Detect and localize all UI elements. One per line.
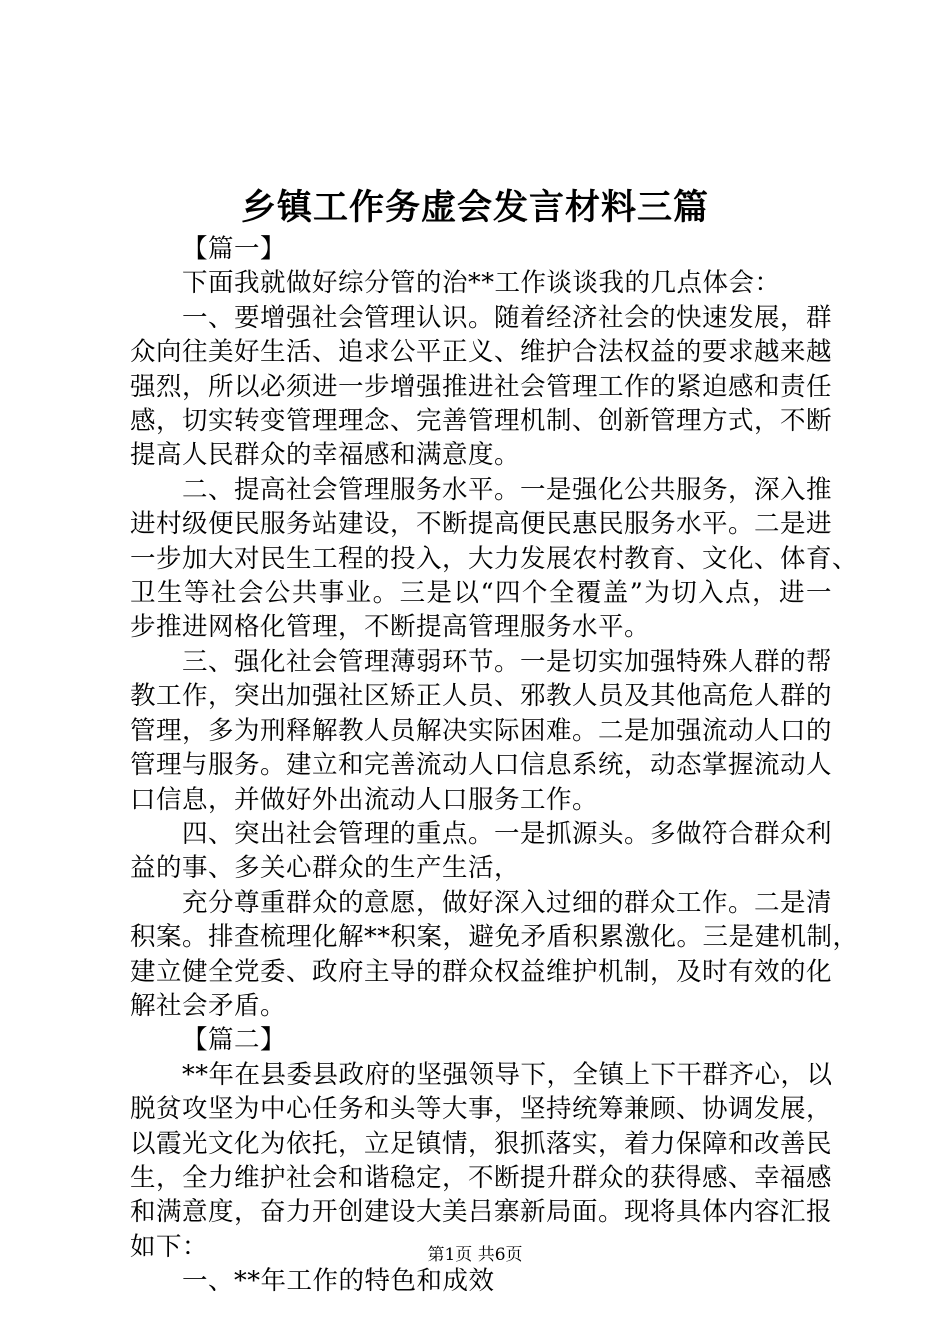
- text-line: 以霞光文化为依托，立足镇情，狠抓落实，着力保障和改善民: [130, 1128, 833, 1159]
- text-line: 充分尊重群众的意愿，做好深入过细的群众工作。二是清: [182, 887, 833, 918]
- text-line: 管理与服务。建立和完善流动人口信息系统，动态掌握流动人: [130, 750, 833, 781]
- text-line: 积案。排查梳理化解**积案，避免矛盾积累激化。三是建机制，: [130, 922, 859, 953]
- text-line: 一、**年工作的特色和成效: [182, 1266, 495, 1297]
- text-line: 【篇一】: [182, 234, 287, 264]
- text-line: 益的事、多关心群众的生产生活，: [130, 853, 521, 884]
- text-line: **年在县委县政府的坚强领导下，全镇上下干群齐心，以: [182, 1059, 833, 1090]
- text-line: 众向往美好生活、追求公平正义、维护合法权益的要求越来越: [130, 337, 833, 368]
- document-title: 乡镇工作务虚会发言材料三篇: [240, 187, 709, 228]
- text-line: 卫生等社会公共事业。三是以“四个全覆盖”为切入点，进一: [130, 578, 832, 609]
- text-line: 和满意度，奋力开创建设大美吕寨新局面。现将具体内容汇报: [130, 1197, 833, 1228]
- text-line: 脱贫攻坚为中心任务和头等大事，坚持统筹兼顾、协调发展，: [130, 1094, 833, 1125]
- text-line: 一步加大对民生工程的投入，大力发展农村教育、文化、体育、: [130, 543, 859, 574]
- text-line: 解社会矛盾。: [130, 990, 287, 1021]
- text-line: 三、强化社会管理薄弱环节。一是切实加强特殊人群的帮: [182, 646, 833, 677]
- page-footer: 第1页 共6页: [427, 1245, 523, 1265]
- text-line: 提高人民群众的幸福感和满意度。: [130, 440, 521, 471]
- text-line: 管理，多为刑释解教人员解决实际困难。二是加强流动人口的: [130, 715, 833, 746]
- text-line: 一、要增强社会管理认识。随着经济社会的快速发展，群: [182, 302, 833, 333]
- text-line: 二、提高社会管理服务水平。一是强化公共服务，深入推: [182, 474, 833, 505]
- text-line: 口信息，并做好外出流动人口服务工作。: [130, 784, 599, 815]
- text-line: 下面我就做好综分管的治**工作谈谈我的几点体会：: [182, 268, 781, 299]
- text-line: 步推进网格化管理，不断提高管理服务水平。: [130, 612, 651, 643]
- text-line: 感，切实转变管理理念、完善管理机制、创新管理方式，不断: [130, 406, 833, 437]
- text-line: 教工作，突出加强社区矫正人员、邪教人员及其他高危人群的: [130, 681, 833, 712]
- text-line: 进村级便民服务站建设，不断提高便民惠民服务水平。二是进: [130, 509, 833, 540]
- document-body: [130, 232, 859, 1299]
- text-line: 四、突出社会管理的重点。一是抓源头。多做符合群众利: [182, 818, 833, 849]
- text-line: 【篇二】: [182, 1025, 287, 1056]
- text-line: 生，全力维护社会和谐稳定，不断提升群众的获得感、幸福感: [130, 1162, 833, 1193]
- text-line: 如下：: [130, 1231, 209, 1262]
- text-line: 强烈，所以必须进一步增强推进社会管理工作的紧迫感和责任: [130, 371, 833, 402]
- text-line: 建立健全党委、政府主导的群众权益维护机制，及时有效的化: [130, 956, 833, 987]
